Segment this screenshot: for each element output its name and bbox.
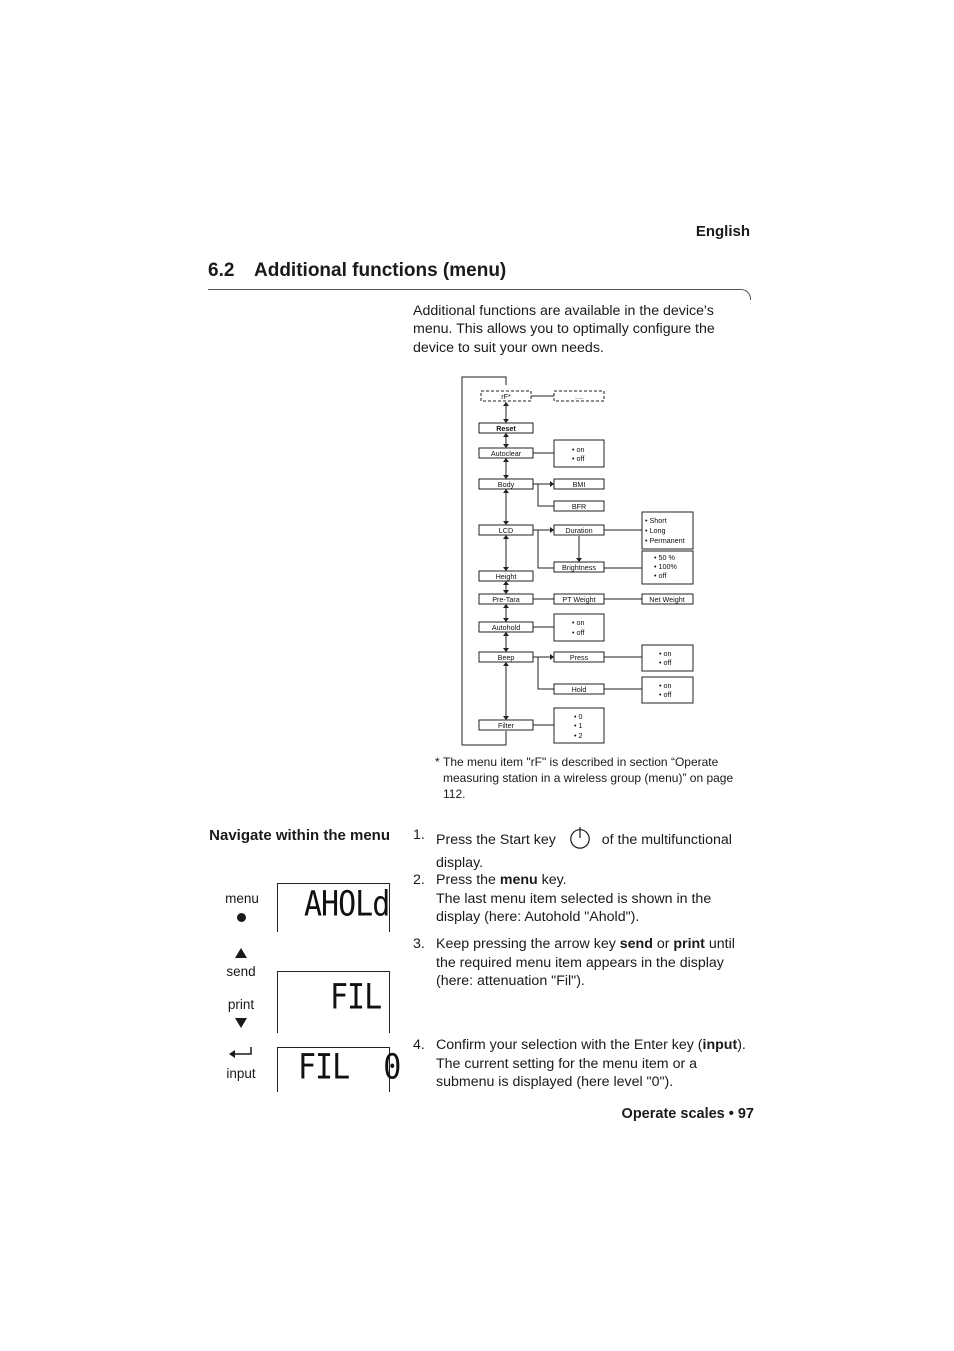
- step-4-line2: The current setting for the menu item or a submenu is displayed (here level "0").: [436, 1055, 698, 1090]
- dg-bmi: BMI: [572, 480, 586, 489]
- lcd-display-ahold: [277, 883, 390, 932]
- input-key-label: input: [226, 1066, 256, 1081]
- dg-reset: Reset: [496, 424, 516, 433]
- dg-body: Body: [497, 480, 515, 489]
- dg-f2: • 2: [574, 731, 583, 740]
- dg-hold-off: • off: [659, 690, 672, 699]
- lcd-display-fil: [277, 971, 390, 1033]
- dg-press-off: • off: [659, 658, 672, 667]
- send-arrow-up-icon[interactable]: [234, 947, 248, 959]
- dg-f1: • 1: [574, 721, 583, 730]
- dg-hold: Hold: [571, 685, 587, 694]
- dg-dur-short: • Short: [645, 516, 667, 525]
- dg-press-on: • on: [659, 649, 672, 658]
- step-2-post: key.: [537, 872, 567, 888]
- dg-autoclear-on: • on: [572, 445, 585, 454]
- step-2-line2: The last menu item selected is shown in the display (here: Autohold "Ahold").: [436, 890, 712, 925]
- dg-autoclear-off: • off: [572, 454, 585, 463]
- dg-ptweight: PT Weight: [562, 595, 596, 604]
- dg-netweight: Net Weight: [649, 595, 685, 604]
- print-arrow-down-icon[interactable]: [234, 1017, 248, 1029]
- step-4: [413, 1036, 758, 1096]
- step-4-post: ).: [737, 1037, 746, 1053]
- lcd-text-fil0: FIL 0: [298, 1047, 401, 1088]
- dg-beep: Beep: [497, 653, 515, 662]
- section-title: Additional functions (menu): [254, 260, 507, 281]
- footnote-text: The menu item "rF" is described in section “Operate measuring station in a wireless group (menu)” on page 112.: [443, 755, 734, 801]
- section-rule-hook: [738, 289, 751, 300]
- dg-br-50: • 50 %: [654, 553, 675, 562]
- step-3-key-send: send: [619, 936, 653, 952]
- dg-duration: Duration: [565, 526, 593, 535]
- dg-press: Press: [569, 653, 589, 662]
- language-label: English: [695, 223, 750, 240]
- enter-key-icon[interactable]: [228, 1046, 254, 1060]
- page-footer: Operate scales • 97: [621, 1106, 754, 1122]
- section-number: 6.2: [208, 260, 235, 281]
- dg-autohold: Autohold: [491, 623, 521, 632]
- dg-bfr: BFR: [571, 502, 587, 511]
- dg-brightness: Brightness: [562, 563, 596, 572]
- dg-filter: Filter: [498, 721, 514, 730]
- step-1: [413, 826, 758, 871]
- section-rule: [208, 289, 742, 290]
- step-1-text: [436, 826, 756, 875]
- step-4-pre: Confirm your selection with the Enter key (: [436, 1037, 703, 1053]
- dg-ah-off: • off: [572, 628, 585, 637]
- step-3-number: 3.: [413, 936, 425, 952]
- step-3-mid: or: [652, 936, 674, 952]
- footnote: [435, 754, 745, 802]
- dg-height: Height: [495, 572, 517, 581]
- dg-hold-on: • on: [659, 681, 672, 690]
- step-3-post: until the required menu item appears in the display (here: attenuation "Fil").: [436, 936, 735, 989]
- step-1-text-after: of the multifunctional display.: [436, 832, 732, 871]
- start-key-icon[interactable]: [568, 826, 592, 850]
- dg-dur-perm: • Permanent: [645, 536, 685, 545]
- footnote-star: *: [435, 755, 440, 769]
- dg-dur-long: • Long: [645, 526, 666, 535]
- step-2-pre: Press the: [436, 872, 500, 888]
- step-3: [413, 935, 758, 995]
- dg-rf-more: ....: [575, 392, 583, 401]
- lcd-text-ahold: AHOLd: [304, 884, 390, 925]
- step-3-key-print: print: [673, 936, 705, 952]
- dg-f0: • 0: [574, 712, 583, 721]
- step-2-number: 2.: [413, 872, 425, 888]
- step-1-number: 1.: [413, 827, 425, 843]
- menu-key-dot-icon[interactable]: [237, 913, 246, 922]
- intro-paragraph: Additional functions are available in the device's menu. This allows you to optimally configure the device to suit your own needs.: [413, 303, 715, 356]
- step-4-number: 4.: [413, 1037, 425, 1053]
- step-1-text-before: Press the Start key: [436, 832, 556, 848]
- dg-autoclear: Autoclear: [490, 449, 522, 458]
- step-4-text: [436, 1036, 756, 1092]
- dg-rf: rF*: [501, 392, 511, 401]
- menu-structure-diagram: [455, 370, 705, 755]
- lcd-text-fil: FIL: [330, 977, 382, 1018]
- step-2-key: menu: [499, 872, 538, 888]
- send-key-label: send: [226, 964, 256, 979]
- step-4-key: input: [702, 1037, 738, 1053]
- dg-br-off: • off: [654, 571, 667, 580]
- navigate-heading: Navigate within the menu: [209, 827, 390, 844]
- dg-pretara: Pre-Tara: [492, 595, 520, 604]
- dg-br-100: • 100%: [654, 562, 677, 571]
- step-3-pre: Keep pressing the arrow key: [436, 936, 620, 952]
- dg-ah-on: • on: [572, 618, 585, 627]
- step-3-text: [436, 935, 756, 991]
- lcd-display-fil0: [277, 1047, 401, 1092]
- step-2-text: [436, 871, 756, 927]
- dg-lcd: LCD: [498, 526, 514, 535]
- menu-key-label: menu: [225, 891, 259, 906]
- print-key-label: print: [227, 997, 255, 1012]
- step-2: [413, 871, 758, 931]
